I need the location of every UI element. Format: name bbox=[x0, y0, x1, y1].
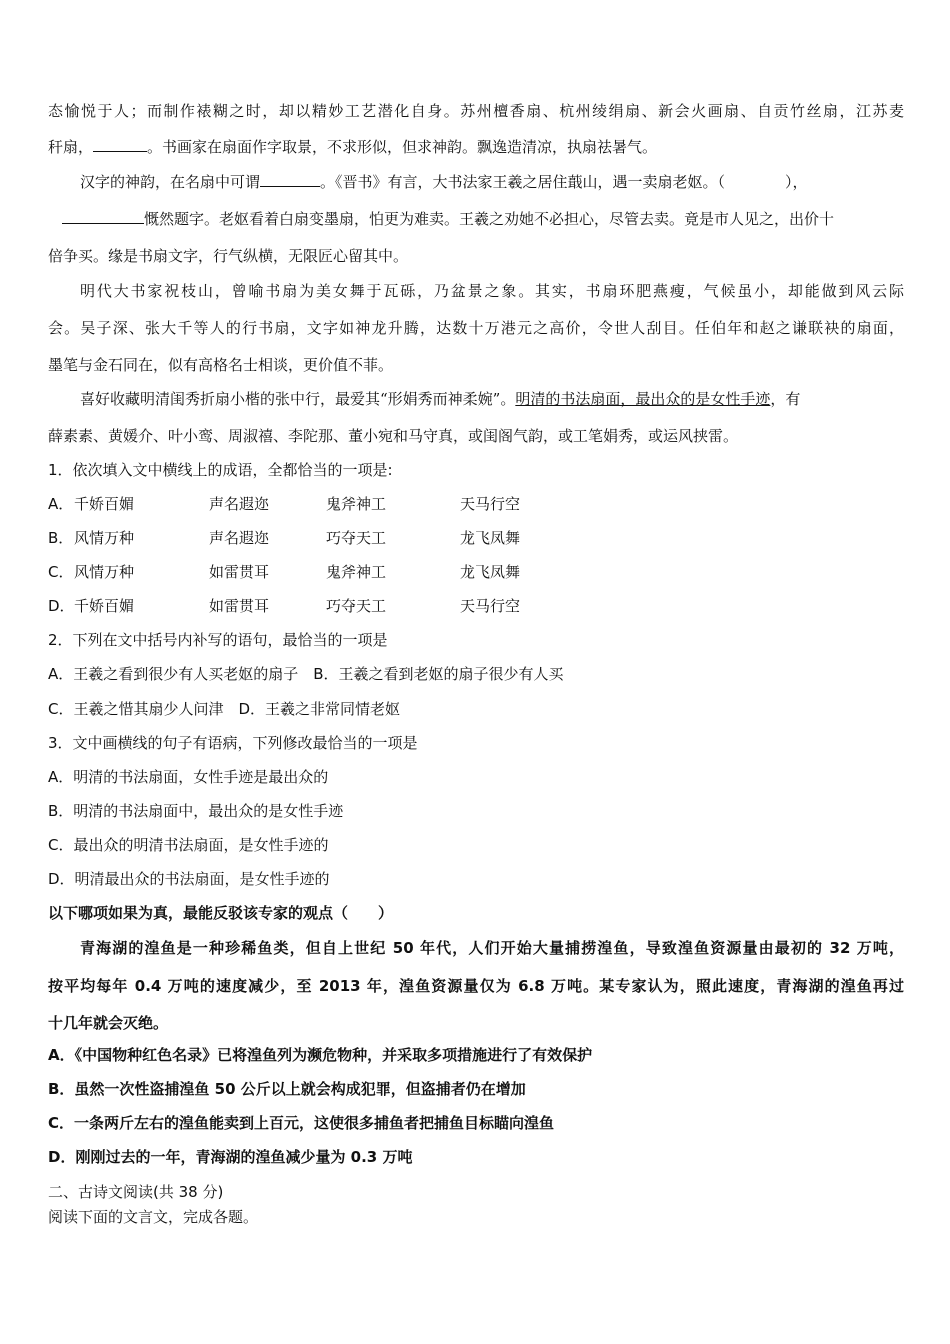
passage-line: 态愉悦于人；而制作裱糊之时，却以精妙工艺潜化自身。苏州檀香扇、杭州绫绢扇、新会火画扇、自贡竹丝扇，江苏麦 bbox=[48, 102, 904, 120]
passage-text: 。《晋书》有言，大书法家王羲之居住蕺山，遇一卖扇老妪。（ bbox=[320, 173, 726, 191]
passage-text: 喜好收藏明清闺秀折扇小楷的张中行，最爱其“形娟秀而神柔婉”。 bbox=[80, 390, 516, 408]
q4-passage-line: 按平均每年 0.4 万吨的速度减少，至 2013 年，湟鱼资源量仅为 6.8 万吨。某专家认为，照此速度，青海湖的湟鱼再过 bbox=[48, 977, 904, 995]
question-1-stem: 1．依次填入文中横线上的成语，全都恰当的一项是: bbox=[48, 461, 393, 479]
option-idiom: 声名遐迩 bbox=[209, 529, 270, 547]
q3-option-b[interactable]: B．明清的书法扇面中，最出众的是女性手迹 bbox=[48, 802, 344, 820]
passage-line: 墨笔与金石同在，似有高格名士相谈，更价值不菲。 bbox=[48, 356, 394, 374]
option-label: C． bbox=[48, 563, 74, 581]
q4-option-b[interactable]: B．虽然一次性盗捕湟鱼 50 公斤以上就会构成犯罪，但盗捕者仍在增加 bbox=[48, 1080, 526, 1098]
passage-text: 慨然题字。老妪看着白扇变墨扇，怕更为难卖。王羲之劝她不必担心，尽管去卖。竟是市人见之，出价十 bbox=[144, 210, 835, 228]
q4-passage-line: 青海湖的湟鱼是一种珍稀鱼类，但自上世纪 50 年代，人们开始大量捕捞湟鱼，导致湟鱼资源量由最初的 32 万吨， bbox=[80, 939, 904, 957]
fill-blank bbox=[93, 137, 147, 152]
q4-passage-line: 十几年就会灭绝。 bbox=[48, 1014, 169, 1032]
option-label: D． bbox=[48, 597, 75, 615]
q4-option-a[interactable]: A．《中国物种红色名录》已将湟鱼列为濒危物种，并采取多项措施进行了有效保护 bbox=[48, 1046, 593, 1064]
option-idiom: 鬼斧神工 bbox=[326, 495, 387, 513]
option-idiom: 声名遐迩 bbox=[209, 495, 270, 513]
q3-option-d[interactable]: D．明清最出众的书法扇面，是女性手迹的 bbox=[48, 870, 330, 888]
passage-line: 会。吴子深、张大千等人的行书扇，文字如神龙升腾，达数十万港元之高价，令世人刮目。任伯年和赵之谦联袂的扇面， bbox=[48, 319, 904, 337]
option-idiom: 千娇百媚 bbox=[74, 495, 135, 513]
passage-line bbox=[48, 137, 657, 157]
option-idiom: 千娇百媚 bbox=[74, 597, 135, 615]
fill-blank bbox=[62, 209, 144, 224]
passage-text: ）， bbox=[785, 173, 808, 191]
passage-line: 倍争买。缘是书扇文字，行气纵横，无限匠心留其中。 bbox=[48, 247, 409, 265]
option-idiom: 巧夺天工 bbox=[326, 529, 387, 547]
q3-option-a[interactable]: A．明清的书法扇面，女性手迹是最出众的 bbox=[48, 768, 329, 786]
option-idiom: 巧夺天工 bbox=[326, 597, 387, 615]
option-idiom: 鬼斧神工 bbox=[326, 563, 387, 581]
fill-blank bbox=[260, 172, 320, 187]
passage-text: 秆扇， bbox=[48, 138, 94, 156]
passage-text: 。书画家在扇面作字取景，不求形似，但求神韵。飘逸造清凉，执扇祛暑气。 bbox=[147, 138, 658, 156]
question-4-stem: 以下哪项如果为真，最能反驳该专家的观点（ ） bbox=[48, 904, 394, 922]
passage-text: ，有 bbox=[770, 390, 801, 408]
option-idiom: 天马行空 bbox=[460, 597, 521, 615]
passage-line bbox=[80, 389, 800, 409]
option-idiom: 如雷贯耳 bbox=[209, 597, 270, 615]
passage-line bbox=[80, 172, 808, 192]
passage-line bbox=[62, 209, 834, 229]
q4-option-c[interactable]: C．一条两斤左右的湟鱼能卖到上百元，这使很多捕鱼者把捕鱼目标瞄向湟鱼 bbox=[48, 1114, 555, 1132]
option-idiom: 龙飞凤舞 bbox=[460, 529, 521, 547]
passage-line: 薛素素、黄媛介、叶小鸾、周淑禧、李陀那、董小宛和马守真，或闺阁气韵，或工笔娟秀，或运风挟雷。 bbox=[48, 427, 739, 445]
passage-text: 汉字的神韵，在名扇中可谓 bbox=[80, 173, 261, 191]
q3-option-c[interactable]: C．最出众的明清书法扇面，是女性手迹的 bbox=[48, 836, 329, 854]
q4-option-d[interactable]: D．刚刚过去的一年，青海湖的湟鱼减少量为 0.3 万吨 bbox=[48, 1148, 413, 1166]
underlined-sentence: 明清的书法扇面，最出众的是女性手迹 bbox=[515, 390, 771, 408]
passage-line: 明代大书家祝枝山，曾喻书扇为美女舞于瓦砾，乃盆景之象。其实，书扇环肥燕瘦，气候虽小，却能做到风云际 bbox=[80, 282, 904, 300]
question-2-stem: 2．下列在文中括号内补写的语句，最恰当的一项是 bbox=[48, 631, 388, 649]
option-label: A． bbox=[48, 495, 74, 513]
section-instruction: 阅读下面的文言文，完成各题。 bbox=[48, 1208, 259, 1226]
option-idiom: 天马行空 bbox=[460, 495, 521, 513]
option-idiom: 风情万种 bbox=[74, 563, 135, 581]
option-idiom: 龙飞凤舞 bbox=[460, 563, 521, 581]
q2-options-row[interactable]: C．王羲之惜其扇少人问津 D．王羲之非常同情老妪 bbox=[48, 700, 401, 718]
option-label: B． bbox=[48, 529, 74, 547]
q2-options-row[interactable]: A．王羲之看到很少有人买老妪的扇子 B．王羲之看到老妪的扇子很少有人买 bbox=[48, 665, 564, 683]
option-idiom: 风情万种 bbox=[74, 529, 135, 547]
option-idiom: 如雷贯耳 bbox=[209, 563, 270, 581]
question-3-stem: 3．文中画横线的句子有语病，下列修改最恰当的一项是 bbox=[48, 734, 418, 752]
section-title: 二、古诗文阅读(共 38 分) bbox=[48, 1183, 224, 1201]
